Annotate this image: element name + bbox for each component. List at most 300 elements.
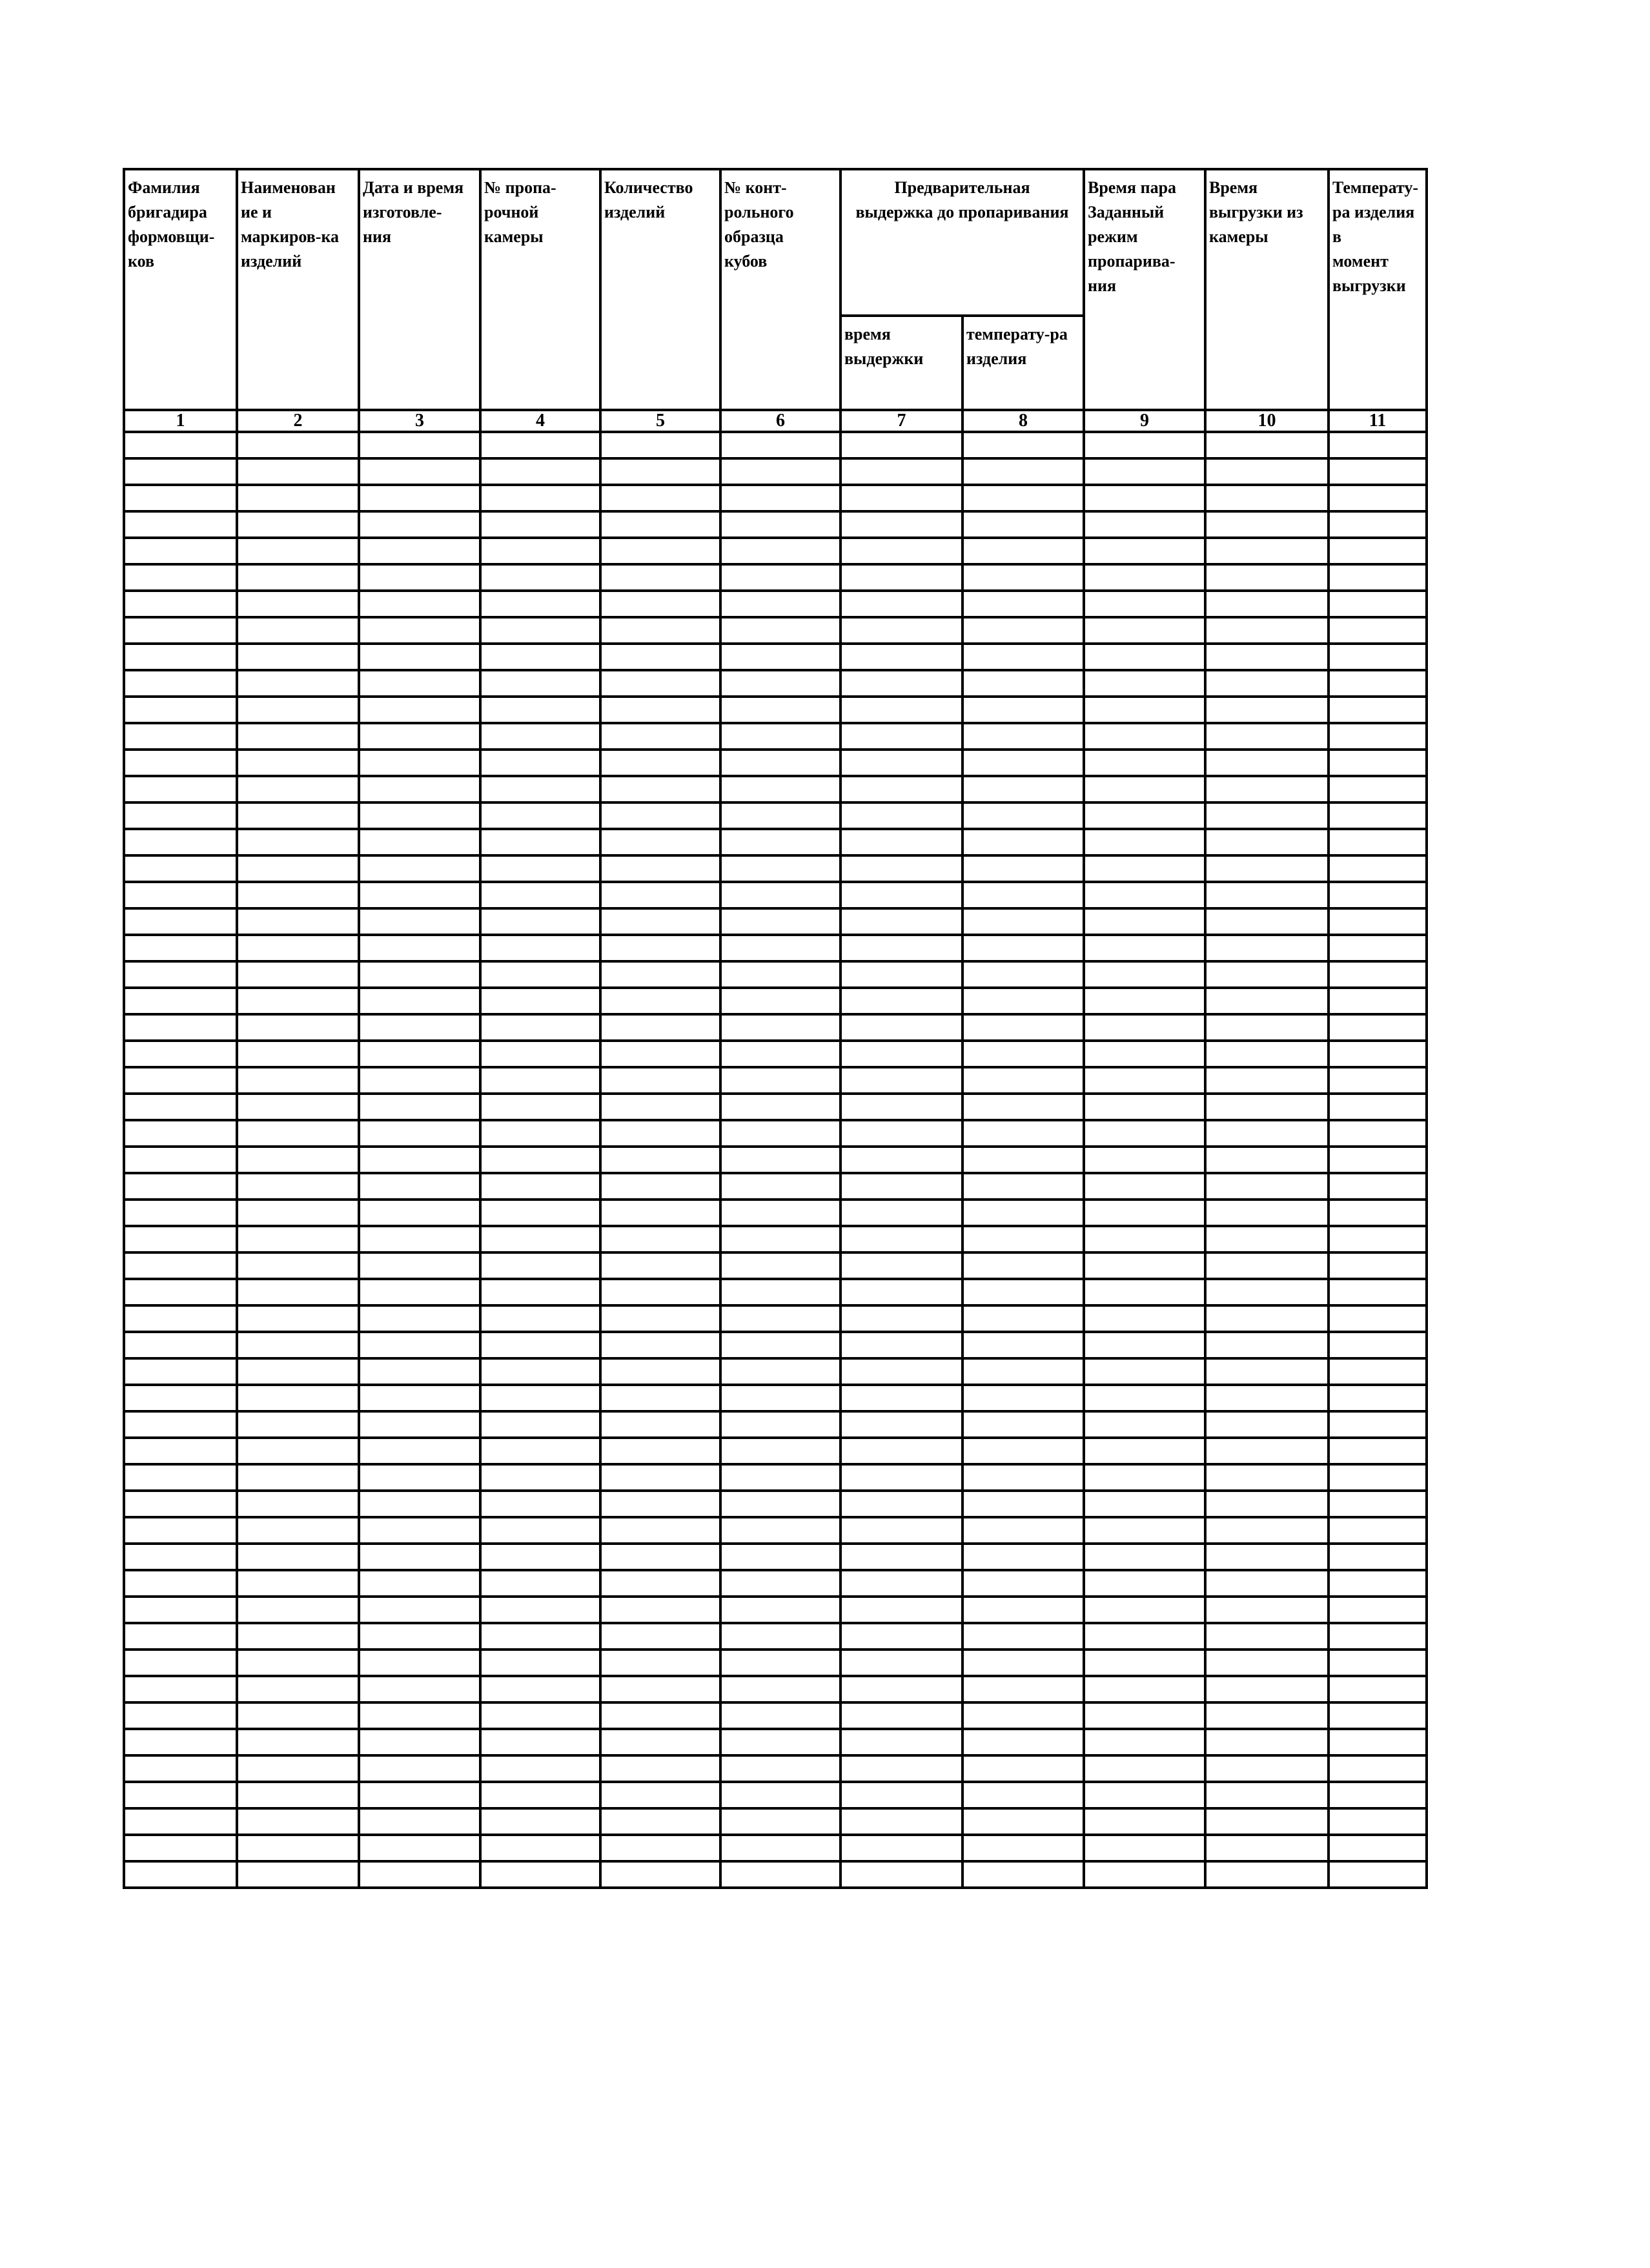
table-cell[interactable] bbox=[720, 1464, 840, 1491]
table-cell[interactable] bbox=[720, 617, 840, 644]
table-cell[interactable] bbox=[720, 1755, 840, 1782]
table-cell[interactable] bbox=[1329, 1861, 1427, 1888]
table-cell[interactable] bbox=[124, 1173, 237, 1200]
table-cell[interactable] bbox=[124, 1120, 237, 1147]
table-cell[interactable] bbox=[840, 564, 962, 591]
table-cell[interactable] bbox=[600, 1067, 720, 1094]
table-cell[interactable] bbox=[962, 1729, 1084, 1755]
table-cell[interactable] bbox=[237, 1676, 359, 1702]
table-cell[interactable] bbox=[962, 485, 1084, 511]
table-cell[interactable] bbox=[1205, 1411, 1329, 1438]
table-cell[interactable] bbox=[480, 670, 600, 697]
table-cell[interactable] bbox=[1205, 961, 1329, 988]
table-cell[interactable] bbox=[720, 750, 840, 776]
table-cell[interactable] bbox=[600, 1650, 720, 1676]
table-cell[interactable] bbox=[237, 1438, 359, 1464]
table-cell[interactable] bbox=[840, 1782, 962, 1808]
table-cell[interactable] bbox=[480, 1438, 600, 1464]
table-cell[interactable] bbox=[1205, 1358, 1329, 1385]
table-cell[interactable] bbox=[124, 485, 237, 511]
table-cell[interactable] bbox=[600, 1491, 720, 1517]
table-cell[interactable] bbox=[962, 1279, 1084, 1305]
table-cell[interactable] bbox=[1084, 1094, 1205, 1120]
table-cell[interactable] bbox=[480, 617, 600, 644]
table-cell[interactable] bbox=[237, 644, 359, 670]
table-cell[interactable] bbox=[720, 802, 840, 829]
table-cell[interactable] bbox=[480, 458, 600, 485]
table-cell[interactable] bbox=[840, 882, 962, 908]
table-cell[interactable] bbox=[124, 935, 237, 961]
table-cell[interactable] bbox=[840, 1200, 962, 1226]
table-cell[interactable] bbox=[480, 1755, 600, 1782]
table-cell[interactable] bbox=[600, 1861, 720, 1888]
table-cell[interactable] bbox=[600, 697, 720, 723]
table-cell[interactable] bbox=[1329, 1835, 1427, 1861]
table-cell[interactable] bbox=[720, 908, 840, 935]
table-cell[interactable] bbox=[840, 1517, 962, 1544]
table-cell[interactable] bbox=[359, 776, 480, 802]
table-cell[interactable] bbox=[962, 591, 1084, 617]
table-cell[interactable] bbox=[1205, 1385, 1329, 1411]
table-cell[interactable] bbox=[480, 697, 600, 723]
table-cell[interactable] bbox=[1329, 1517, 1427, 1544]
table-cell[interactable] bbox=[840, 1173, 962, 1200]
table-cell[interactable] bbox=[124, 1014, 237, 1041]
table-cell[interactable] bbox=[359, 1755, 480, 1782]
table-cell[interactable] bbox=[720, 1014, 840, 1041]
table-cell[interactable] bbox=[840, 1729, 962, 1755]
table-cell[interactable] bbox=[359, 1808, 480, 1835]
table-cell[interactable] bbox=[237, 1358, 359, 1385]
table-cell[interactable] bbox=[1084, 1147, 1205, 1173]
table-cell[interactable] bbox=[480, 750, 600, 776]
table-cell[interactable] bbox=[124, 1332, 237, 1358]
table-cell[interactable] bbox=[237, 1702, 359, 1729]
table-cell[interactable] bbox=[840, 1147, 962, 1173]
table-cell[interactable] bbox=[840, 908, 962, 935]
table-cell[interactable] bbox=[1329, 1067, 1427, 1094]
table-cell[interactable] bbox=[962, 723, 1084, 750]
table-cell[interactable] bbox=[237, 1491, 359, 1517]
table-cell[interactable] bbox=[600, 458, 720, 485]
table-cell[interactable] bbox=[1205, 617, 1329, 644]
table-cell[interactable] bbox=[359, 1597, 480, 1623]
table-cell[interactable] bbox=[480, 538, 600, 564]
table-cell[interactable] bbox=[359, 1517, 480, 1544]
table-cell[interactable] bbox=[720, 1729, 840, 1755]
table-cell[interactable] bbox=[1205, 1808, 1329, 1835]
table-cell[interactable] bbox=[720, 776, 840, 802]
table-cell[interactable] bbox=[480, 1332, 600, 1358]
table-cell[interactable] bbox=[1205, 1332, 1329, 1358]
table-cell[interactable] bbox=[1329, 1305, 1427, 1332]
table-cell[interactable] bbox=[962, 538, 1084, 564]
table-cell[interactable] bbox=[600, 935, 720, 961]
table-cell[interactable] bbox=[124, 1861, 237, 1888]
table-cell[interactable] bbox=[720, 1332, 840, 1358]
table-cell[interactable] bbox=[600, 1014, 720, 1041]
table-cell[interactable] bbox=[237, 1729, 359, 1755]
table-cell[interactable] bbox=[1205, 1147, 1329, 1173]
table-cell[interactable] bbox=[237, 1517, 359, 1544]
table-cell[interactable] bbox=[600, 1676, 720, 1702]
table-cell[interactable] bbox=[237, 750, 359, 776]
table-cell[interactable] bbox=[600, 1173, 720, 1200]
table-cell[interactable] bbox=[1329, 802, 1427, 829]
table-cell[interactable] bbox=[962, 458, 1084, 485]
table-cell[interactable] bbox=[359, 1650, 480, 1676]
table-cell[interactable] bbox=[962, 1782, 1084, 1808]
table-cell[interactable] bbox=[359, 1305, 480, 1332]
table-cell[interactable] bbox=[600, 1226, 720, 1252]
table-cell[interactable] bbox=[1084, 908, 1205, 935]
table-cell[interactable] bbox=[720, 1147, 840, 1173]
table-cell[interactable] bbox=[359, 1676, 480, 1702]
table-cell[interactable] bbox=[359, 1252, 480, 1279]
table-cell[interactable] bbox=[1084, 1041, 1205, 1067]
table-cell[interactable] bbox=[1205, 935, 1329, 961]
table-cell[interactable] bbox=[720, 1570, 840, 1597]
table-cell[interactable] bbox=[480, 1729, 600, 1755]
table-cell[interactable] bbox=[1329, 591, 1427, 617]
table-cell[interactable] bbox=[962, 1252, 1084, 1279]
table-cell[interactable] bbox=[359, 644, 480, 670]
table-cell[interactable] bbox=[840, 723, 962, 750]
table-cell[interactable] bbox=[962, 988, 1084, 1014]
table-cell[interactable] bbox=[1205, 750, 1329, 776]
table-cell[interactable] bbox=[600, 1200, 720, 1226]
table-cell[interactable] bbox=[1205, 1702, 1329, 1729]
table-cell[interactable] bbox=[600, 1279, 720, 1305]
table-cell[interactable] bbox=[720, 1358, 840, 1385]
table-cell[interactable] bbox=[237, 961, 359, 988]
table-cell[interactable] bbox=[359, 1173, 480, 1200]
table-cell[interactable] bbox=[720, 1226, 840, 1252]
table-cell[interactable] bbox=[840, 1464, 962, 1491]
table-cell[interactable] bbox=[1084, 829, 1205, 855]
table-cell[interactable] bbox=[1084, 1729, 1205, 1755]
table-cell[interactable] bbox=[237, 1226, 359, 1252]
table-cell[interactable] bbox=[840, 1438, 962, 1464]
table-cell[interactable] bbox=[124, 750, 237, 776]
table-cell[interactable] bbox=[237, 670, 359, 697]
table-cell[interactable] bbox=[359, 670, 480, 697]
table-cell[interactable] bbox=[600, 1332, 720, 1358]
table-cell[interactable] bbox=[359, 1464, 480, 1491]
table-cell[interactable] bbox=[1084, 1464, 1205, 1491]
table-cell[interactable] bbox=[124, 458, 237, 485]
table-cell[interactable] bbox=[237, 1200, 359, 1226]
table-cell[interactable] bbox=[359, 829, 480, 855]
table-cell[interactable] bbox=[1329, 1226, 1427, 1252]
table-cell[interactable] bbox=[1205, 829, 1329, 855]
table-cell[interactable] bbox=[962, 1676, 1084, 1702]
table-cell[interactable] bbox=[480, 432, 600, 458]
table-cell[interactable] bbox=[124, 776, 237, 802]
table-cell[interactable] bbox=[1084, 1755, 1205, 1782]
table-cell[interactable] bbox=[1329, 1755, 1427, 1782]
table-cell[interactable] bbox=[1329, 1702, 1427, 1729]
table-cell[interactable] bbox=[480, 1835, 600, 1861]
table-cell[interactable] bbox=[124, 1385, 237, 1411]
table-cell[interactable] bbox=[1084, 1544, 1205, 1570]
table-cell[interactable] bbox=[359, 1279, 480, 1305]
table-cell[interactable] bbox=[720, 1385, 840, 1411]
table-cell[interactable] bbox=[359, 750, 480, 776]
table-cell[interactable] bbox=[480, 1067, 600, 1094]
table-cell[interactable] bbox=[359, 458, 480, 485]
table-cell[interactable] bbox=[720, 485, 840, 511]
table-cell[interactable] bbox=[840, 511, 962, 538]
table-cell[interactable] bbox=[1084, 670, 1205, 697]
table-cell[interactable] bbox=[480, 1305, 600, 1332]
table-cell[interactable] bbox=[1329, 1200, 1427, 1226]
table-cell[interactable] bbox=[720, 1782, 840, 1808]
table-cell[interactable] bbox=[600, 617, 720, 644]
table-cell[interactable] bbox=[840, 485, 962, 511]
table-cell[interactable] bbox=[1329, 1279, 1427, 1305]
table-cell[interactable] bbox=[840, 1597, 962, 1623]
table-cell[interactable] bbox=[359, 1041, 480, 1067]
table-cell[interactable] bbox=[1205, 1438, 1329, 1464]
table-cell[interactable] bbox=[1205, 776, 1329, 802]
table-cell[interactable] bbox=[962, 1835, 1084, 1861]
table-cell[interactable] bbox=[962, 855, 1084, 882]
table-cell[interactable] bbox=[480, 908, 600, 935]
table-cell[interactable] bbox=[359, 882, 480, 908]
table-cell[interactable] bbox=[1329, 458, 1427, 485]
table-cell[interactable] bbox=[600, 1411, 720, 1438]
table-cell[interactable] bbox=[359, 935, 480, 961]
table-cell[interactable] bbox=[480, 1570, 600, 1597]
table-cell[interactable] bbox=[237, 988, 359, 1014]
table-cell[interactable] bbox=[840, 1358, 962, 1385]
table-cell[interactable] bbox=[237, 1279, 359, 1305]
table-cell[interactable] bbox=[720, 1676, 840, 1702]
table-cell[interactable] bbox=[1205, 591, 1329, 617]
table-cell[interactable] bbox=[1205, 511, 1329, 538]
table-cell[interactable] bbox=[237, 1014, 359, 1041]
table-cell[interactable] bbox=[840, 1676, 962, 1702]
table-cell[interactable] bbox=[720, 432, 840, 458]
table-cell[interactable] bbox=[1329, 432, 1427, 458]
table-cell[interactable] bbox=[600, 1755, 720, 1782]
table-cell[interactable] bbox=[1329, 855, 1427, 882]
table-cell[interactable] bbox=[720, 1517, 840, 1544]
table-cell[interactable] bbox=[600, 882, 720, 908]
table-cell[interactable] bbox=[124, 1438, 237, 1464]
table-cell[interactable] bbox=[1084, 1517, 1205, 1544]
table-cell[interactable] bbox=[359, 1358, 480, 1385]
table-cell[interactable] bbox=[1329, 1438, 1427, 1464]
table-cell[interactable] bbox=[962, 961, 1084, 988]
table-cell[interactable] bbox=[124, 432, 237, 458]
table-cell[interactable] bbox=[1084, 1835, 1205, 1861]
table-cell[interactable] bbox=[720, 1094, 840, 1120]
table-cell[interactable] bbox=[1205, 1120, 1329, 1147]
table-cell[interactable] bbox=[720, 988, 840, 1014]
table-cell[interactable] bbox=[1084, 1305, 1205, 1332]
table-cell[interactable] bbox=[600, 723, 720, 750]
table-cell[interactable] bbox=[962, 1650, 1084, 1676]
table-cell[interactable] bbox=[480, 1147, 600, 1173]
table-cell[interactable] bbox=[237, 935, 359, 961]
table-cell[interactable] bbox=[124, 1517, 237, 1544]
table-cell[interactable] bbox=[962, 1014, 1084, 1041]
table-cell[interactable] bbox=[480, 723, 600, 750]
table-cell[interactable] bbox=[962, 670, 1084, 697]
table-cell[interactable] bbox=[1205, 538, 1329, 564]
table-cell[interactable] bbox=[359, 1385, 480, 1411]
table-cell[interactable] bbox=[359, 1570, 480, 1597]
table-cell[interactable] bbox=[124, 1358, 237, 1385]
table-cell[interactable] bbox=[1205, 1623, 1329, 1650]
table-cell[interactable] bbox=[1084, 882, 1205, 908]
table-cell[interactable] bbox=[962, 1147, 1084, 1173]
table-cell[interactable] bbox=[480, 1411, 600, 1438]
table-cell[interactable] bbox=[359, 1332, 480, 1358]
table-cell[interactable] bbox=[480, 1623, 600, 1650]
table-cell[interactable] bbox=[1205, 908, 1329, 935]
table-cell[interactable] bbox=[1329, 1385, 1427, 1411]
table-cell[interactable] bbox=[237, 538, 359, 564]
table-cell[interactable] bbox=[720, 723, 840, 750]
table-cell[interactable] bbox=[237, 697, 359, 723]
table-cell[interactable] bbox=[600, 485, 720, 511]
table-cell[interactable] bbox=[237, 855, 359, 882]
table-cell[interactable] bbox=[237, 432, 359, 458]
table-cell[interactable] bbox=[359, 1835, 480, 1861]
table-cell[interactable] bbox=[962, 1411, 1084, 1438]
table-cell[interactable] bbox=[480, 882, 600, 908]
table-cell[interactable] bbox=[1205, 564, 1329, 591]
table-cell[interactable] bbox=[962, 1544, 1084, 1570]
table-cell[interactable] bbox=[1329, 1358, 1427, 1385]
table-cell[interactable] bbox=[1329, 1120, 1427, 1147]
table-cell[interactable] bbox=[840, 1332, 962, 1358]
table-cell[interactable] bbox=[1329, 1491, 1427, 1517]
table-cell[interactable] bbox=[237, 485, 359, 511]
table-cell[interactable] bbox=[600, 1305, 720, 1332]
table-cell[interactable] bbox=[1205, 485, 1329, 511]
table-cell[interactable] bbox=[124, 1411, 237, 1438]
table-cell[interactable] bbox=[840, 1491, 962, 1517]
table-cell[interactable] bbox=[124, 1729, 237, 1755]
table-cell[interactable] bbox=[962, 829, 1084, 855]
table-cell[interactable] bbox=[237, 723, 359, 750]
table-cell[interactable] bbox=[600, 988, 720, 1014]
table-cell[interactable] bbox=[480, 511, 600, 538]
table-cell[interactable] bbox=[359, 538, 480, 564]
table-cell[interactable] bbox=[962, 1067, 1084, 1094]
table-cell[interactable] bbox=[600, 1835, 720, 1861]
table-cell[interactable] bbox=[1084, 1252, 1205, 1279]
table-cell[interactable] bbox=[720, 1544, 840, 1570]
table-cell[interactable] bbox=[962, 1385, 1084, 1411]
table-cell[interactable] bbox=[1205, 1173, 1329, 1200]
table-cell[interactable] bbox=[1329, 908, 1427, 935]
table-cell[interactable] bbox=[237, 1332, 359, 1358]
table-cell[interactable] bbox=[840, 776, 962, 802]
table-cell[interactable] bbox=[359, 1491, 480, 1517]
table-cell[interactable] bbox=[1084, 961, 1205, 988]
table-cell[interactable] bbox=[962, 1702, 1084, 1729]
table-cell[interactable] bbox=[124, 1464, 237, 1491]
table-cell[interactable] bbox=[720, 1861, 840, 1888]
table-cell[interactable] bbox=[720, 935, 840, 961]
table-cell[interactable] bbox=[480, 1861, 600, 1888]
table-cell[interactable] bbox=[962, 1755, 1084, 1782]
table-cell[interactable] bbox=[1084, 432, 1205, 458]
table-cell[interactable] bbox=[1084, 776, 1205, 802]
table-cell[interactable] bbox=[124, 1570, 237, 1597]
table-cell[interactable] bbox=[237, 617, 359, 644]
table-cell[interactable] bbox=[124, 1650, 237, 1676]
table-cell[interactable] bbox=[720, 882, 840, 908]
table-cell[interactable] bbox=[480, 1041, 600, 1067]
table-cell[interactable] bbox=[840, 591, 962, 617]
table-cell[interactable] bbox=[1205, 1279, 1329, 1305]
table-cell[interactable] bbox=[840, 697, 962, 723]
table-cell[interactable] bbox=[480, 1279, 600, 1305]
table-cell[interactable] bbox=[1205, 1464, 1329, 1491]
table-cell[interactable] bbox=[600, 776, 720, 802]
table-cell[interactable] bbox=[720, 1650, 840, 1676]
table-cell[interactable] bbox=[1205, 1491, 1329, 1517]
table-cell[interactable] bbox=[720, 644, 840, 670]
table-cell[interactable] bbox=[600, 1517, 720, 1544]
table-cell[interactable] bbox=[840, 1755, 962, 1782]
table-cell[interactable] bbox=[1329, 1782, 1427, 1808]
table-cell[interactable] bbox=[480, 1385, 600, 1411]
table-cell[interactable] bbox=[600, 1385, 720, 1411]
table-cell[interactable] bbox=[480, 1650, 600, 1676]
table-cell[interactable] bbox=[600, 1729, 720, 1755]
table-cell[interactable] bbox=[840, 1861, 962, 1888]
table-cell[interactable] bbox=[840, 617, 962, 644]
table-cell[interactable] bbox=[480, 1544, 600, 1570]
table-cell[interactable] bbox=[237, 1623, 359, 1650]
table-cell[interactable] bbox=[1329, 511, 1427, 538]
table-cell[interactable] bbox=[1084, 1385, 1205, 1411]
table-cell[interactable] bbox=[1084, 1491, 1205, 1517]
table-cell[interactable] bbox=[1084, 1120, 1205, 1147]
table-cell[interactable] bbox=[1205, 670, 1329, 697]
table-cell[interactable] bbox=[359, 1067, 480, 1094]
table-cell[interactable] bbox=[480, 1358, 600, 1385]
table-cell[interactable] bbox=[1329, 1014, 1427, 1041]
table-cell[interactable] bbox=[124, 1835, 237, 1861]
table-cell[interactable] bbox=[359, 485, 480, 511]
table-cell[interactable] bbox=[237, 1544, 359, 1570]
table-cell[interactable] bbox=[840, 1041, 962, 1067]
table-cell[interactable] bbox=[124, 1597, 237, 1623]
table-cell[interactable] bbox=[237, 802, 359, 829]
table-cell[interactable] bbox=[1084, 1597, 1205, 1623]
table-cell[interactable] bbox=[1084, 1650, 1205, 1676]
table-cell[interactable] bbox=[1329, 1570, 1427, 1597]
table-cell[interactable] bbox=[1205, 644, 1329, 670]
table-cell[interactable] bbox=[1084, 1808, 1205, 1835]
table-cell[interactable] bbox=[1084, 723, 1205, 750]
table-cell[interactable] bbox=[1329, 1173, 1427, 1200]
table-cell[interactable] bbox=[1084, 458, 1205, 485]
table-cell[interactable] bbox=[124, 829, 237, 855]
table-cell[interactable] bbox=[124, 538, 237, 564]
table-cell[interactable] bbox=[1329, 617, 1427, 644]
table-cell[interactable] bbox=[1084, 564, 1205, 591]
table-cell[interactable] bbox=[480, 829, 600, 855]
